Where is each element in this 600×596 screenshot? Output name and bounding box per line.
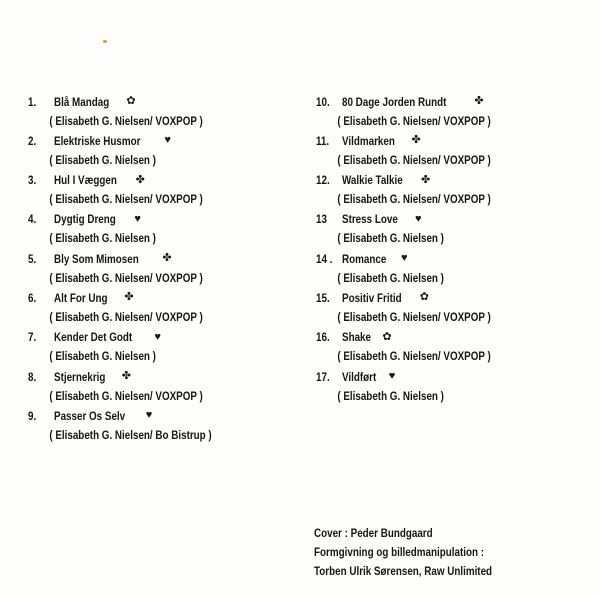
track-number: 9.	[28, 408, 37, 423]
club-icon: ✤	[121, 370, 131, 383]
track-number: 12.	[316, 173, 330, 188]
club-icon: ✤	[474, 95, 484, 107]
track-number: 7.	[28, 330, 37, 345]
track-number: 5.	[28, 251, 37, 266]
tracklist-left	[28, 92, 252, 446]
club-icon: ✤	[124, 291, 134, 304]
track-credit: ( Elisabeth G. Nielsen/ VOXPOP )	[337, 349, 491, 364]
track-credit: ( Elisabeth G. Nielsen )	[337, 231, 444, 246]
track-credit: ( Elisabeth G. Nielsen )	[337, 388, 444, 403]
track-title: 80 Dage Jorden Rundt	[342, 94, 447, 109]
track-title: Kender Det Godt	[54, 330, 133, 345]
track-number: 4.	[28, 212, 37, 227]
heart-icon: ♥	[388, 370, 396, 383]
track-item	[28, 249, 252, 288]
track-title: Dygtig Dreng	[54, 212, 116, 227]
track-title: Walkie Talkie	[342, 173, 403, 188]
track-credit: ( Elisabeth G. Nielsen/ Bo Bistrup )	[49, 427, 212, 442]
track-item	[316, 367, 529, 406]
track-credit: ( Elisabeth G. Nielsen )	[337, 270, 444, 285]
track-item	[28, 367, 252, 406]
track-credit: ( Elisabeth G. Nielsen/ VOXPOP )	[49, 192, 203, 207]
track-title: Stress Love	[342, 212, 398, 227]
track-number: 17.	[316, 369, 330, 384]
track-item	[316, 210, 529, 249]
track-number: 11.	[316, 133, 330, 148]
design-credit-label: Formgivning og billedmanipulation :	[314, 545, 485, 559]
track-item	[28, 328, 252, 367]
track-item	[316, 92, 529, 131]
track-title: Vildført	[342, 369, 377, 384]
track-item	[316, 131, 529, 170]
track-item	[316, 288, 529, 327]
track-number: 13	[316, 212, 327, 227]
track-title: Passer Os Selv	[54, 408, 126, 423]
track-item	[28, 406, 252, 445]
club-icon: ✤	[411, 134, 421, 147]
track-number: 8.	[28, 369, 37, 384]
track-credit: ( Elisabeth G. Nielsen/ VOXPOP )	[337, 152, 491, 167]
track-number: 10.	[316, 94, 330, 109]
track-number: 2.	[28, 133, 37, 148]
club-icon: ✤	[162, 252, 172, 265]
club-icon: ✤	[421, 173, 431, 186]
heart-icon: ♥	[415, 212, 422, 225]
tracklist-right	[316, 92, 529, 406]
heart-icon: ♥	[154, 330, 161, 343]
flower-icon: ✿	[419, 291, 429, 304]
design-credit-names: Torben Ulrik Sørensen, Raw Unlimited	[314, 564, 493, 578]
track-title: Romance	[342, 251, 387, 266]
heart-icon: ♥	[164, 134, 171, 147]
track-title: Blå Mandag	[54, 94, 110, 109]
track-credit: ( Elisabeth G. Nielsen/ VOXPOP )	[337, 192, 491, 207]
cover-credit: Cover : Peder Bundgaard	[314, 526, 433, 540]
track-credit: ( Elisabeth G. Nielsen )	[49, 231, 156, 246]
track-item	[28, 210, 252, 249]
track-title: Vildmarken	[342, 133, 395, 148]
track-title: Stjernekrig	[54, 369, 106, 384]
track-credit: ( Elisabeth G. Nielsen/ VOXPOP )	[49, 270, 203, 285]
track-item	[28, 288, 252, 327]
track-item	[28, 131, 252, 170]
track-title: Bly Som Mimosen	[54, 251, 139, 266]
flower-icon: ✿	[126, 95, 136, 107]
track-number: 16.	[316, 330, 330, 345]
track-item	[28, 92, 252, 131]
ink-speck	[103, 40, 107, 43]
track-number: 6.	[28, 290, 37, 305]
club-icon: ✤	[135, 173, 145, 186]
track-item	[316, 249, 529, 288]
track-title: Alt For Ung	[54, 290, 108, 305]
track-credit: ( Elisabeth G. Nielsen/ VOXPOP )	[49, 388, 203, 403]
track-credit: ( Elisabeth G. Nielsen )	[49, 349, 156, 364]
track-credit: ( Elisabeth G. Nielsen/ VOXPOP )	[337, 113, 491, 128]
track-credit: ( Elisabeth G. Nielsen/ VOXPOP )	[337, 309, 491, 324]
track-credit: ( Elisabeth G. Nielsen/ VOXPOP )	[49, 309, 203, 324]
track-title: Positiv Fritid	[342, 290, 402, 305]
track-credit: ( Elisabeth G. Nielsen )	[49, 152, 156, 167]
track-credit: ( Elisabeth G. Nielsen/ VOXPOP )	[49, 113, 203, 128]
heart-icon: ♥	[134, 212, 141, 225]
track-title: Hul I Væggen	[54, 173, 117, 188]
track-item	[316, 171, 529, 210]
heart-icon: ♥	[145, 409, 153, 422]
track-number: 3.	[28, 173, 37, 188]
track-item	[28, 171, 252, 210]
credits-footer	[314, 524, 531, 581]
track-number: 1.	[28, 94, 37, 109]
flower-icon: ✿	[382, 330, 392, 343]
track-title: Shake	[342, 330, 371, 345]
track-item	[316, 328, 529, 367]
heart-icon: ♥	[401, 252, 408, 265]
track-title: Elektriske Husmor	[54, 133, 141, 148]
track-number: 14 .	[316, 251, 333, 266]
track-number: 15.	[316, 290, 330, 305]
